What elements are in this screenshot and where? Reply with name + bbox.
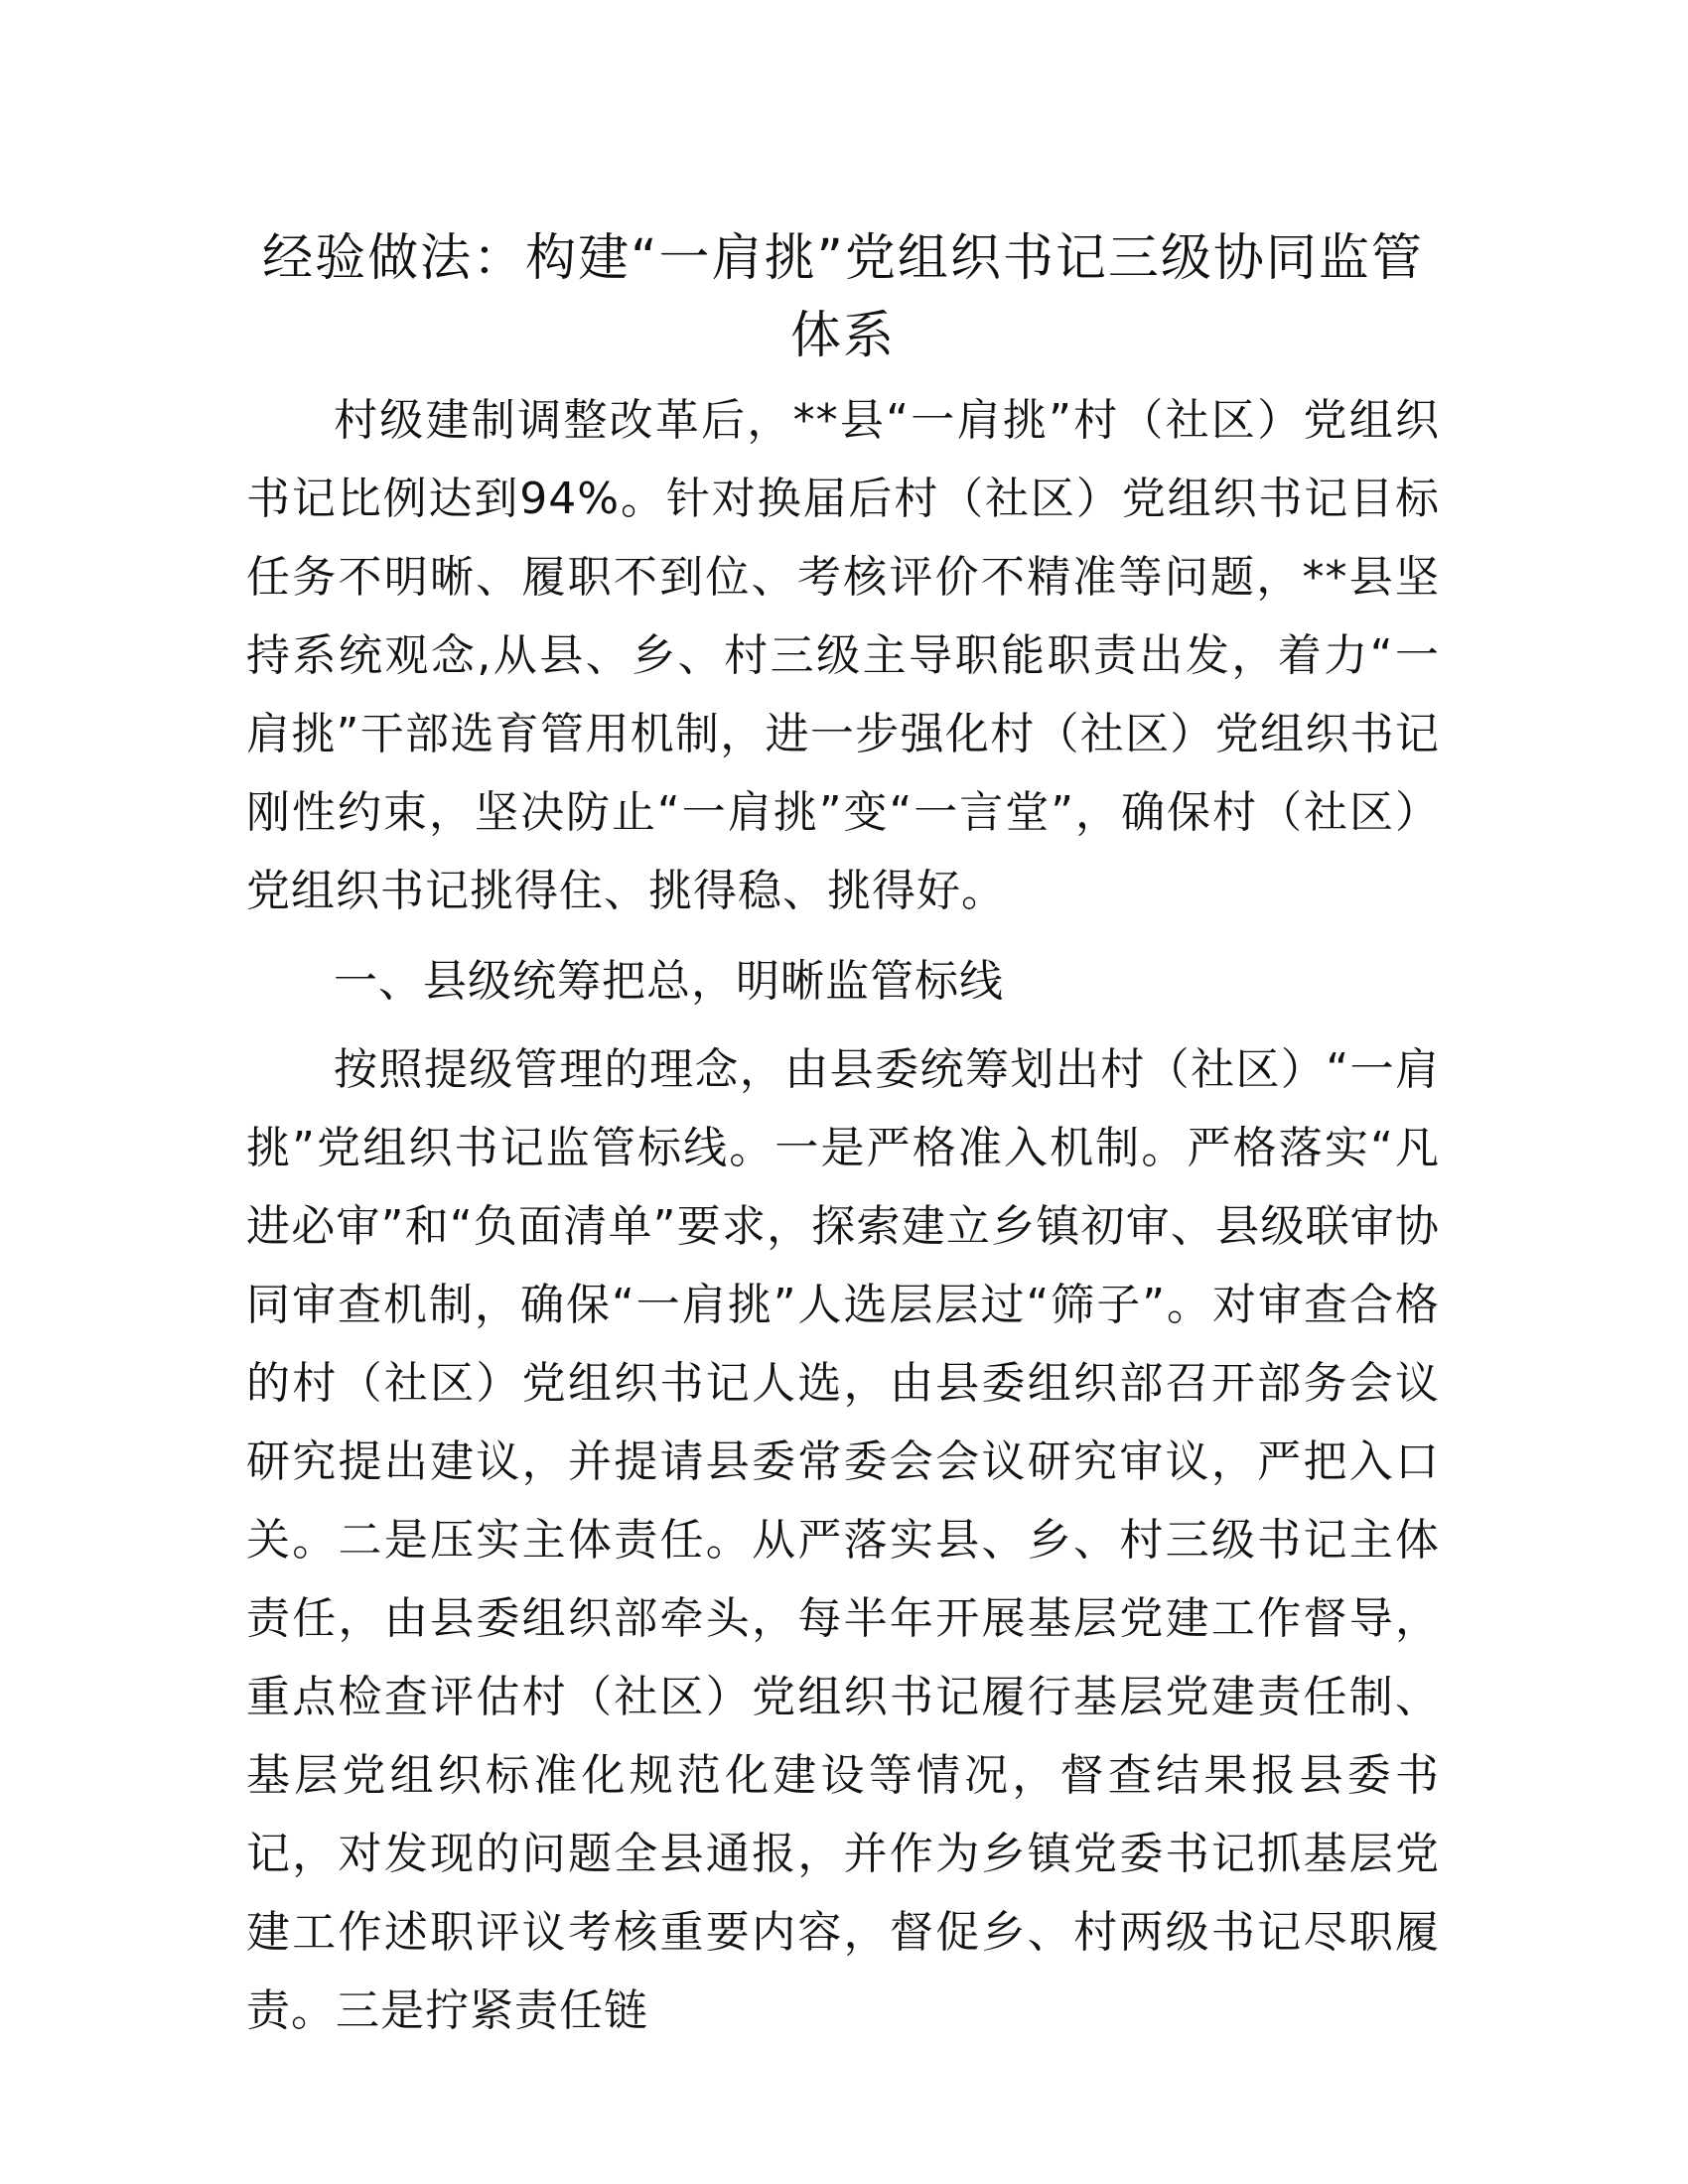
intro-paragraph: 村级建制调整改革后，**县“一肩挑”村（社区）党组织书记比例达到94%。针对换届后村（社区）党组织书记目标任务不明晰、履职不到位、考核评价不精准等问题，**县坚持系统观念,从县、乡、村三级主导职能职责出发，着力“一肩挑”干部选育管用机制，进一步强化村（社区）党组织书记刚性约束，坚决防止“一肩挑”变“一言堂”，确保村（社区）党组织书记挑得住、挑得稳、挑得好。: [246, 395, 1440, 916]
section-body-paragraph: 按照提级管理的理念，由县委统筹划出村（社区）“一肩挑”党组织书记监管标线。一是严格准入机制。严格落实“凡进必审”和“负面清单”要求，探索建立乡镇初审、县级联审协同审查机制，确保“一肩挑”人选层层过“筛子”。对审查合格的村（社区）党组织书记人选，由县委组织部召开部务会议研究提出建议，并提请县委常委会会议研究审议，严把入口关。二是压实主体责任。从严落实县、乡、村三级书记主体责任，由县委组织部牵头，每半年开展基层党建工作督导，重点检查评估村（社区）党组织书记履行基层党建责任制、基层党组织标准化规范化建设等情况，督查结果报县委书记，对发现的问题全县通报，并作为乡镇党委书记抓基层党建工作述职评议考核重要内容，督促乡、村两级书记尽职履责。三是拧紧责任链: [246, 1044, 1440, 2036]
document-page: [246, 220, 1440, 2050]
document-title: 经验做法：构建“一肩挑”党组织书记三级协同监管体系: [262, 229, 1424, 365]
section-heading: 一、县级统筹把总，明晰监管标线: [334, 956, 1004, 1007]
